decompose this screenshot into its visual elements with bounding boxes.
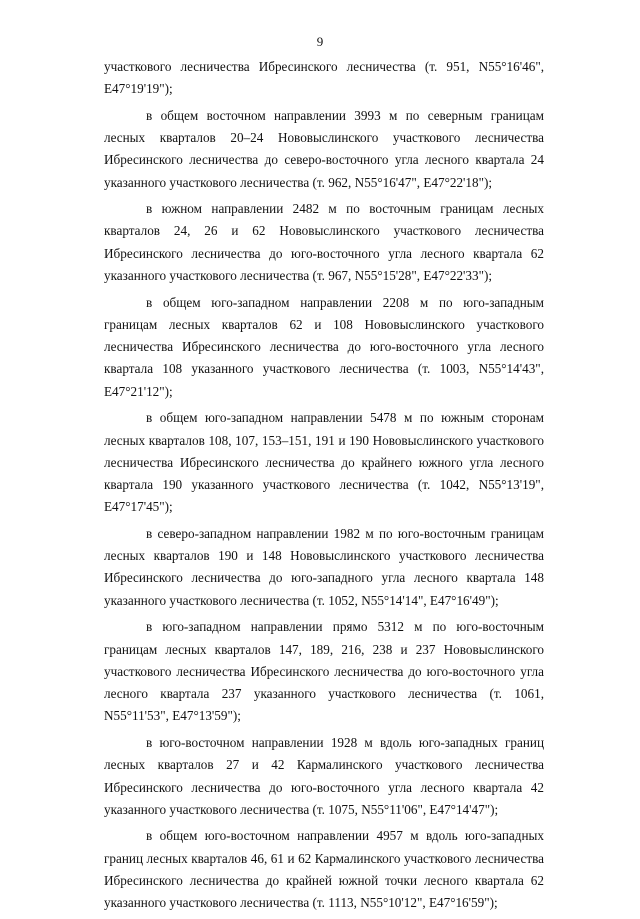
paragraph: в общем юго-восточном направлении 4957 м вдоль юго-западных границ лесных кварталов 46, 61 и 62 Кармалинского участкового лесничества Ибресинского лесничества до крайней южной точки лесного квартала 62 указанного участкового лесничества (т. 1113, N55°10'12", E47°16'59"); [104,828,544,911]
paragraph: в северо-западном направлении 1982 м по юго-восточным границам лесных кварталов 190 и 148 Нововыслинского участкового лесничества Ибресинского лесничества до юго-западного угла лесного квартала 148 указанного участкового лесничества (т. 1052, N55°14'14", E47°16'49"); [104,525,544,608]
paragraph: участкового лесничества Ибресинского лесничества (т. 951, N55°16'46", E47°19'19"); [104,59,544,97]
paragraph: в общем восточном направлении 3993 м по северным границам лесных кварталов 20–24 Нововыслинского участкового лесничества Ибресинского лесничества до северо-восточного угла лесного квартала 24 указанного участкового лесничества (т. 962, N55°16'47", E47°22'18"); [104,107,544,190]
page-number: 9 [316,34,324,49]
document-body [104,56,544,919]
paragraph: в южном направлении 2482 м по восточным границам лесных кварталов 24, 26 и 62 Нововыслинского участкового лесничества Ибресинского лесничества до юго-восточного угла лесного квартала 62 указанного участкового лесничества (т. 967, N55°15'28", E47°22'33"); [104,201,544,284]
paragraph: в общем юго-западном направлении 5478 м по южным сторонам лесных кварталов 108, 107, 153–151, 191 и 190 Нововыслинского участкового лесничества Ибресинского лесничества до крайнего южного угла лесного квартала 190 указанного участкового лесничества (т. 1042, N55°13'19", E47°17'45"); [104,410,544,515]
paragraph: в общем юго-западном направлении 2208 м по юго-западным границам лесных кварталов 62 и 108 Нововыслинского участкового лесничества Ибресинского лесничества до юго-восточного угла лесного квартала 108 указанного участкового лесничества (т. 1003, N55°14'43", E47°21'12"); [104,294,544,399]
paragraph: в юго-западном направлении прямо 5312 м по юго-восточным границам лесных кварталов 147, 189, 216, 238 и 237 Нововыслинского участкового лесничества Ибресинского лесничества до юго-восточного угла лесного квартала 237 указанного участкового лесничества (т. 1061, N55°11'53", E47°13'59"); [104,619,544,724]
paragraph: в юго-восточном направлении 1928 м вдоль юго-западных границ лесных кварталов 27 и 42 Кармалинского участкового лесничества Ибресинского лесничества до юго-восточного угла лесного квартала 42 указанного участкового лесничества (т. 1075, N55°11'06", E47°14'47"); [104,734,544,817]
